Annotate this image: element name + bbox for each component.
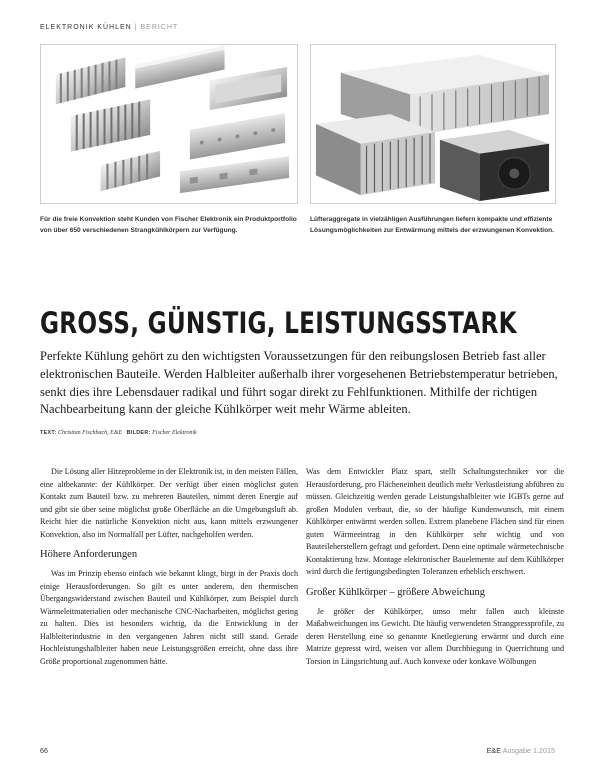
body-paragraph: Was dem Entwickler Platz spart, stellt Schaltungstechniker vor die Herausforderung, pro Flächeneinheit deutlich mehr Verlustleistung abführen zu müssen. Gleichzeitig werden gerade Leistungshalbleiter wie IGBTs gerne auf großen Modulen verbaut, die, so der häufige Kundenwunsch, mit einem Kühlkörper entwärmt werden sollen. Extrem planebene Flächen sind für einen guten Wärmeeintrag in den Kühlkörper sehr wichtig und von Bauteileherstellern gefragt und gefordert. Denn eine optimale wärmetechnische Kontaktierung bzw. Montage elektronischer Bauelemente auf dem Kühlkörper wird durch die fertigungsbedingten Toleranzen erheblich erschwert.: [306, 467, 564, 576]
running-header: [40, 24, 178, 31]
heatsink-profiles-image: [41, 45, 297, 203]
credit-image-author: Fischer Elektronik: [152, 430, 197, 436]
body-column-right: [306, 466, 564, 668]
article-credits: [40, 430, 197, 436]
credit-image-label: BILDER:: [126, 430, 151, 436]
header-section: ELEKTRONIK KÜHLEN: [40, 24, 132, 31]
credit-text-label: TEXT:: [40, 430, 57, 436]
credit-text-author: Christian Fischbach, E&E: [57, 430, 123, 436]
magazine-name: E&E: [486, 746, 502, 755]
body-paragraph: Die Lösung aller Hitzeprobleme in der Elektronik ist, in den meisten Fällen, eine altbekannte: der Kühlkörper. Der verfügt über einen möglichst guten Kontakt zum Bauteil bzw. zu mehreren Bauteilen, nimmt deren Energie auf und gibt sie über seine möglichst große Oberfläche an die Umgebungsluft ab. Reicht hier die natürliche Konvektion nicht aus, kann mittels erzwungener Konvektion, also im Normalfall per Lüfter, nachgeholfen werden.: [40, 467, 298, 539]
section-heading: Großer Kühlkörper – größere Abweichung: [306, 586, 486, 598]
body-paragraph: Was im Prinzip ebenso einfach wie bekannt klingt, birgt in der Praxis doch einige Herausforderungen. So gilt es unter anderem, den thermischen Übergangswiderstand zwischen Bauteil und Kühlkörper, zum Beispiel durch Wärmeleitmaterialien oder mechanische CNC-Nacharbeiten, möglichst gering zu halten. Dies ist besonders wichtig, da die Entwicklung in der Halbleiterindustrie in den vergangenen Jahren nicht still stand. Gerade Hochleistungshalbleiter haben neue Leistungsgrößen erreicht, ohne dass ihre Größe proportional zugenommen hätte.: [40, 569, 298, 666]
header-separator: |: [134, 24, 138, 31]
heatsink-photo: [40, 44, 298, 204]
page-number: 66: [40, 746, 48, 755]
body-paragraph: Je größer der Kühlkörper, umso mehr fallen auch kleinste Maßabweichungen ins Gewicht. Die häufig verwendeten Strangpressprofile, zu deren Herstellung eine so genannte Knetlegierung erwärmt und durch eine Matrize gepresst wird, weisen vor allem Durchbiegung in Querrichtung und Torsion in Längsrichtung auf. Auch konvexe oder konkave Wölbungen: [306, 606, 564, 666]
header-subsection: BERICHT: [140, 24, 179, 31]
magazine-footer: [487, 746, 555, 755]
right-photo-caption: Lüfteraggregate in vielzähligen Ausführungen liefern kompakte und effiziente Lösungsmöglichkeiten zur Entwärmung mittels der erzwungenen Konvektion.: [310, 216, 554, 235]
issue-label: Ausgabe 1.2015: [502, 746, 555, 755]
article-title: GROSS, GÜNSTIG, LEISTUNGSSTARK: [40, 306, 517, 340]
body-column-left: [40, 466, 298, 668]
section-heading: Höhere Anforderungen: [40, 549, 138, 560]
left-photo-caption: Für die freie Konvektion steht Kunden von Fischer Elektronik ein Produktportfolio von über 650 verschiedenen Strangkühlkörpern zur Verfügung.: [40, 216, 297, 235]
fan-unit-photo: [310, 44, 556, 204]
fan-units-image: [311, 45, 555, 203]
article-lead: Perfekte Kühlung gehört zu den wichtigsten Voraussetzungen für den reibungslosen Betrieb fast aller elektronischen Bauteile. Werden Halbleiter außerhalb ihrer vorgesehenen Betriebstemperatur betrieben, senkt dies ihre Lebensdauer radikal und führt sogar direkt zu Fehlfunktionen. Mithilfe der richtigen Nachbearbeitung kann der gleiche Kühlkörper weit mehr Wärme ableiten.: [40, 349, 558, 417]
